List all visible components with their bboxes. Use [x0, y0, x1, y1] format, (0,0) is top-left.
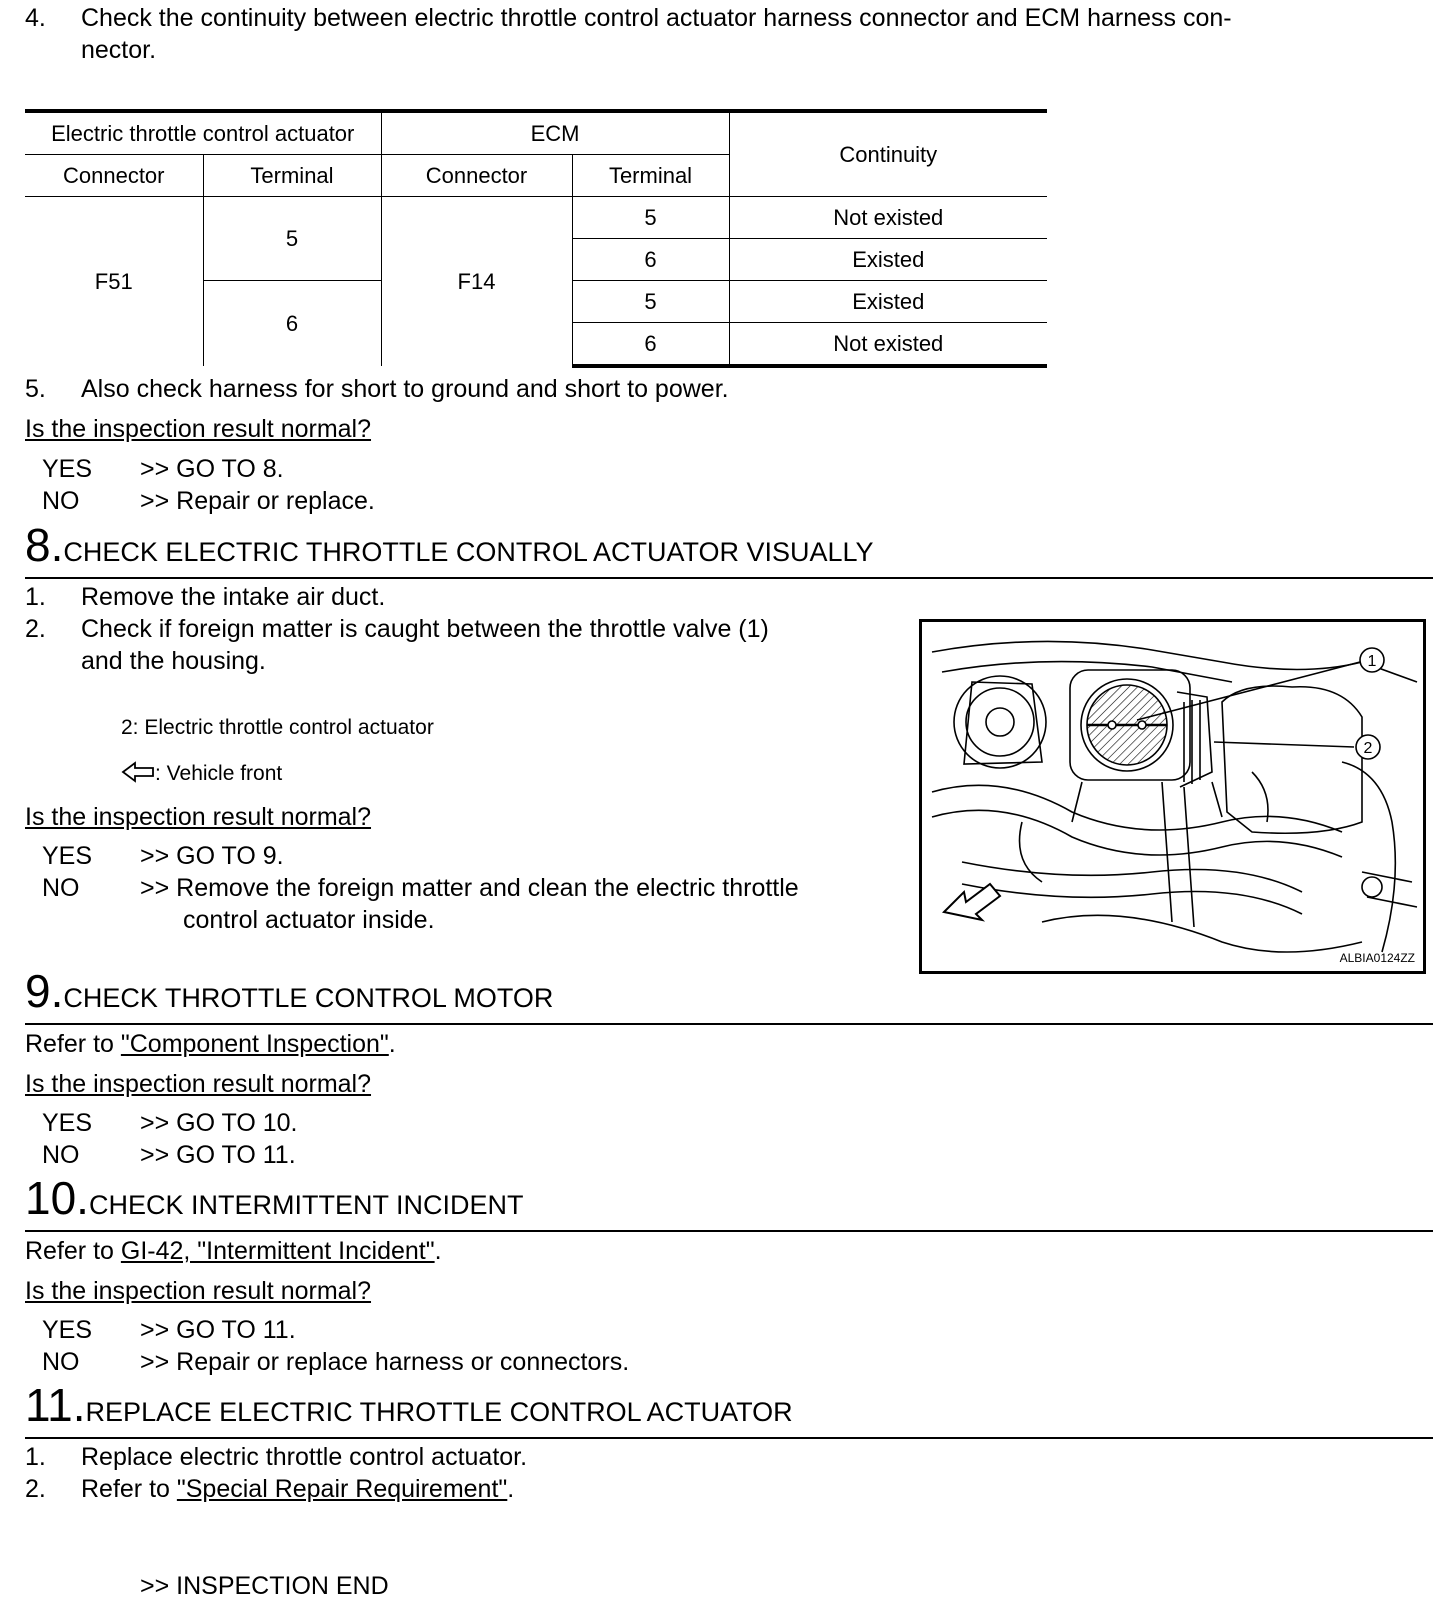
- section-9-rule: [25, 1023, 1433, 1025]
- yes-label: YES: [42, 455, 93, 483]
- s11-step2-number: 2.: [25, 1475, 46, 1503]
- s10-refer-suffix: .: [434, 1237, 442, 1265]
- no-answer-line1: >> Remove the foreign matter and clean the electric throttle: [140, 874, 799, 902]
- cell-ecm-terminal: 6: [572, 323, 729, 367]
- yes-label: YES: [42, 1316, 93, 1344]
- no-answer: >> GO TO 11.: [140, 1141, 296, 1169]
- cell-continuity: Existed: [729, 281, 1047, 323]
- s10-refer-prefix: Refer to: [25, 1237, 121, 1265]
- s9-refer-suffix: .: [388, 1030, 396, 1058]
- section-8-heading: [25, 519, 874, 571]
- cell-actuator-connector: F51: [25, 197, 203, 367]
- s8-step1-text: Remove the intake air duct.: [81, 583, 386, 611]
- special-repair-requirement-link[interactable]: "Special Repair Requirement": [176, 1475, 508, 1503]
- section-10-number: 10.: [25, 1172, 89, 1224]
- yes-answer: >> GO TO 11.: [140, 1316, 296, 1344]
- no-answer: >> Repair or replace harness or connectors.: [140, 1348, 630, 1376]
- section-9-number: 9.: [25, 965, 64, 1017]
- yes-label: YES: [42, 1109, 93, 1137]
- section-8-title: CHECK ELECTRIC THROTTLE CONTROL ACTUATOR VISUALLY: [63, 537, 874, 567]
- no-label: NO: [42, 1141, 80, 1169]
- section-10-title: CHECK INTERMITTENT INCIDENT: [88, 1190, 524, 1220]
- figure-code: ALBIA0124ZZ: [1339, 951, 1415, 965]
- yes-answer: >> GO TO 10.: [140, 1109, 298, 1137]
- cell-actuator-terminal: 5: [203, 197, 381, 281]
- inspection-question[interactable]: Is the inspection result normal?: [25, 1070, 372, 1098]
- s11-step2-suffix: .: [507, 1475, 515, 1503]
- inspection-question[interactable]: Is the inspection result normal?: [25, 803, 372, 831]
- legend-actuator: 2: Electric throttle control actuator: [121, 716, 434, 739]
- s11-step1-text: Replace electric throttle control actuator.: [81, 1443, 528, 1471]
- no-label: NO: [42, 1348, 80, 1376]
- header-ecm-group: ECM: [381, 111, 729, 155]
- legend-vehicle-front: [121, 758, 282, 790]
- inspection-end: >> INSPECTION END: [140, 1572, 389, 1600]
- s8-step2-text-line2: and the housing.: [81, 647, 266, 675]
- s8-step1-number: 1.: [25, 583, 46, 611]
- no-label: NO: [42, 487, 80, 515]
- s11-step2: [81, 1473, 514, 1505]
- s8-step2-text-line1: Check if foreign matter is caught between the throttle valve (1): [81, 615, 769, 643]
- no-answer-line2: control actuator inside.: [183, 906, 435, 934]
- s9-refer-prefix: Refer to: [25, 1030, 121, 1058]
- step-4-text-line2: nector.: [81, 36, 157, 64]
- step-4-text-line1: Check the continuity between electric throttle control actuator harness connector and ECM harness con-: [81, 4, 1232, 32]
- yes-answer: >> GO TO 9.: [140, 842, 284, 870]
- inspection-question[interactable]: Is the inspection result normal?: [25, 415, 372, 443]
- no-answer: >> Repair or replace.: [140, 487, 375, 515]
- cell-continuity: Not existed: [729, 323, 1047, 367]
- s9-refer: [25, 1028, 396, 1060]
- cell-continuity: Existed: [729, 239, 1047, 281]
- section-11-heading: [25, 1379, 793, 1431]
- section-10-rule: [25, 1230, 1433, 1232]
- header-ecm-connector: Connector: [381, 155, 572, 197]
- legend-vehicle-front-text: : Vehicle front: [155, 762, 283, 785]
- section-11-title: REPLACE ELECTRIC THROTTLE CONTROL ACTUATOR: [85, 1397, 793, 1427]
- inspection-question[interactable]: Is the inspection result normal?: [25, 1277, 372, 1305]
- header-ecm-terminal: Terminal: [572, 155, 729, 197]
- intermittent-incident-link[interactable]: GI-42, "Intermittent Incident": [120, 1237, 435, 1265]
- section-10-heading: [25, 1172, 524, 1224]
- engine-illustration: [922, 622, 1423, 971]
- no-label: NO: [42, 874, 80, 902]
- header-actuator-group: Electric throttle control actuator: [25, 111, 381, 155]
- continuity-table: [25, 109, 1047, 368]
- step-4-number: 4.: [25, 4, 46, 32]
- section-9-heading: [25, 965, 554, 1017]
- engine-figure: [919, 619, 1426, 974]
- s11-step1-number: 1.: [25, 1443, 46, 1471]
- cell-ecm-terminal: 5: [572, 197, 729, 239]
- section-8-number: 8.: [25, 519, 64, 571]
- section-8-rule: [25, 577, 1433, 579]
- s10-refer: [25, 1235, 442, 1267]
- component-inspection-link[interactable]: "Component Inspection": [120, 1030, 389, 1058]
- arrow-left-icon: [121, 761, 155, 783]
- s11-step2-prefix: Refer to: [81, 1475, 177, 1503]
- section-11-number: 11.: [25, 1379, 86, 1431]
- section-9-title: CHECK THROTTLE CONTROL MOTOR: [63, 983, 554, 1013]
- cell-actuator-terminal: 6: [203, 281, 381, 367]
- cell-ecm-terminal: 5: [572, 281, 729, 323]
- header-actuator-connector: Connector: [25, 155, 203, 197]
- s8-step2-number: 2.: [25, 615, 46, 643]
- callout-1: 1: [1367, 653, 1377, 670]
- step-5-text: Also check harness for short to ground and short to power.: [81, 375, 729, 403]
- section-11-rule: [25, 1437, 1433, 1439]
- cell-ecm-terminal: 6: [572, 239, 729, 281]
- yes-answer: >> GO TO 8.: [140, 455, 284, 483]
- yes-label: YES: [42, 842, 93, 870]
- cell-continuity: Not existed: [729, 197, 1047, 239]
- header-actuator-terminal: Terminal: [203, 155, 381, 197]
- step-5-number: 5.: [25, 375, 46, 403]
- callout-2: 2: [1363, 740, 1373, 757]
- cell-ecm-connector: F14: [381, 197, 572, 367]
- header-continuity: Continuity: [729, 111, 1047, 197]
- table-row: [25, 197, 1047, 239]
